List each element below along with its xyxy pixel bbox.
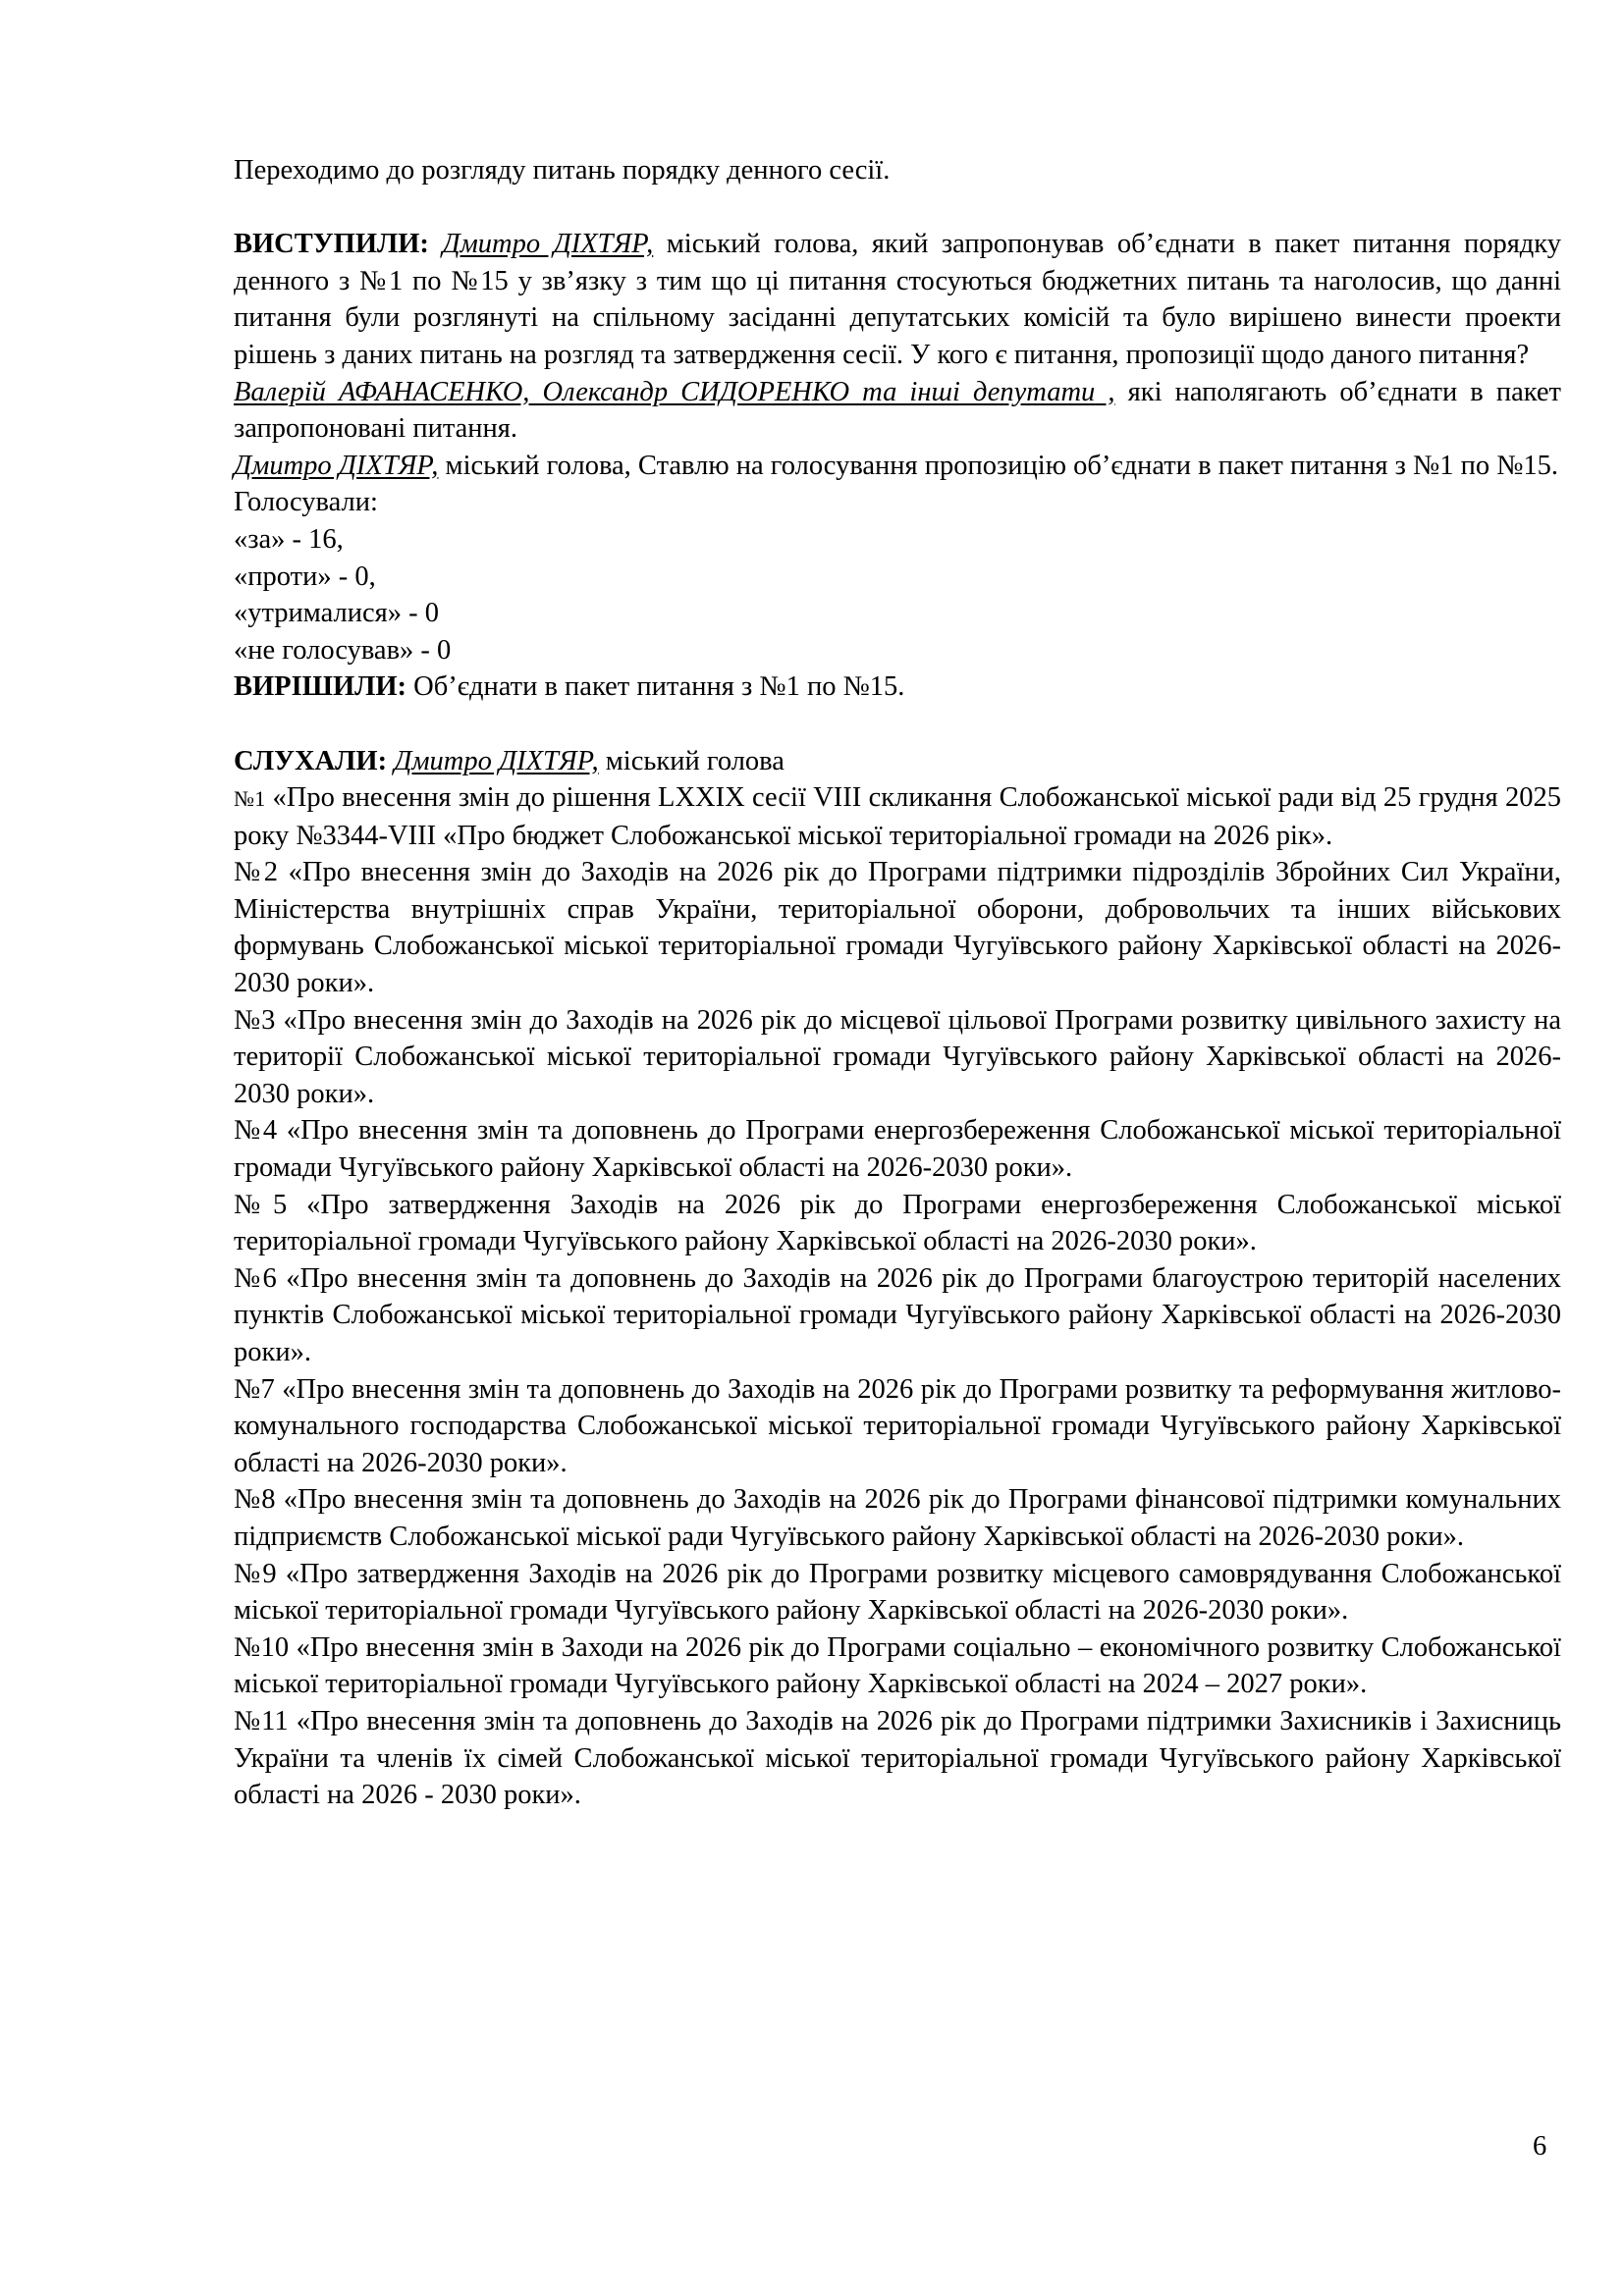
paragraph-spacer (234, 189, 1561, 227)
heard-label: СЛУХАЛИ: (234, 745, 388, 776)
decided-paragraph (234, 668, 1561, 706)
agenda-item-text: «Про затвердження Заходів на 2026 рік до Програми енергозбереження Слобожанської міської територіальної громади Чугуївського району Харківської області на 2026-2030 роки». (234, 1189, 1561, 1257)
page-number: 6 (1533, 2131, 1547, 2162)
agenda-item (234, 1187, 1561, 1260)
agenda-item-number: №6 (234, 1262, 277, 1294)
spoke-label: ВИСТУПИЛИ: (234, 229, 429, 260)
vote-result-against: «проти» - 0, (234, 561, 376, 592)
agenda-item-number: №11 (234, 1705, 289, 1736)
agenda-item-number: №7 (234, 1373, 275, 1405)
agenda-item (234, 1371, 1561, 1482)
vote-result-for: «за» - 16, (234, 523, 344, 555)
vote-result-abstained: «утрималися» - 0 (234, 598, 440, 629)
agenda-item-number: №3 (234, 1004, 276, 1036)
agenda-item (234, 1703, 1561, 1814)
mayor-vote-call-text: міський голова, Ставлю на голосування пропозицію об’єднати в пакет питання з №1 по №15. (438, 450, 1559, 481)
heard-paragraph (234, 743, 1561, 780)
heard-speaker: Дмитро ДІХТЯР, (394, 745, 599, 776)
agenda-item-number: №8 (234, 1484, 276, 1516)
agenda-item-number: №9 (234, 1558, 277, 1589)
spoke-text: міський голова, який запропонував об’єднати в пакет питання порядку денного з №1 по №15 у зв’язку з тим що ці питання стосуються бюджетних питань та наголосив, що данні питання були розглянуті на спільному засіданні депутатських комісій та було вирішено винести проекти рішень з даних питань на розгляд та затвердження сесії. У кого є питання, пропозиції щодо даного питання? (234, 229, 1562, 370)
agenda-item-text: «Про внесення змін та доповнень до Заходів на 2026 рік до Програми підтримки Захисників і Захисниць України та членів їх сімей Слобожанської міської територіальної громади Чугуївського району Харківської області на 2026 - 2030 роки». (234, 1705, 1562, 1811)
agenda-item-text: «Про внесення змін та доповнень до Заходів на 2026 рік до Програми розвитку та реформування житлово-комунального господарства Слобожанської міської територіальної громади Чугуївського району Харківської області на 2026-2030 роки». (234, 1373, 1561, 1478)
agenda-item (234, 779, 1561, 854)
agenda-item-text: «Про внесення змін та доповнень до Програми енергозбереження Слобожанської міської територіальної громади Чугуївського району Харківської області на 2026-2030 роки». (234, 1115, 1561, 1184)
mayor-vote-call-speaker: Дмитро ДІХТЯР, (234, 450, 439, 481)
agenda-item-number: №5 (234, 1189, 288, 1220)
agenda-item-text: «Про внесення змін та доповнень до Заходів на 2026 рік до Програми благоустрою територій населених пунктів Слобожанської міської територіальної громади Чугуївського району Харківської області на 2026-2030 роки». (234, 1262, 1561, 1367)
agenda-item (234, 1481, 1561, 1555)
intro-paragraph: Переходимо до розгляду питань порядку денного сесії. (234, 155, 891, 186)
agenda-item-text: «Про затвердження Заходів на 2026 рік до Програми розвитку місцевого самоврядування Слобожанської міської територіальної громади Чугуївського району Харківської області на 2026-2030 роки». (234, 1558, 1561, 1627)
agenda-item (234, 1629, 1561, 1703)
agenda-item-text: «Про внесення змін та доповнень до Заходів на 2026 рік до Програми фінансової підтримки комунальних підприємств Слобожанської міської ради Чугуївського району Харківської області на 2026-2030 роки». (234, 1484, 1561, 1552)
deputies-text: які наполягають об’єднати в пакет запропоновані питання. (234, 376, 1561, 445)
agenda-item-number: №2 (234, 857, 278, 888)
agenda-item (234, 1556, 1561, 1629)
decided-text: Об’єднати в пакет питання з №1 по №15. (406, 671, 905, 703)
agenda-item-text: «Про внесення змін до Заходів на 2026 рік до Програми підтримки підрозділів Збройних Сил України, Міністерства внутрішніх справ України, територіальної оборони, добровольчих та інших військових формувань Слобожанської міської територіальної громади Чугуївського району Харківської області на 2026-2030 роки». (234, 857, 1561, 999)
agenda-item (234, 1260, 1561, 1371)
agenda-item-text: «Про внесення змін до рішення LXXIX сесії VIII скликання Слобожанської міської ради від 25 грудня 2025 року №3344-VIII «Про бюджет Слобожанської міської територіальної громади на 2026 рік». (234, 782, 1561, 851)
agenda-item-number: №10 (234, 1631, 290, 1663)
spoke-paragraph (234, 226, 1561, 373)
mayor-vote-call-paragraph (234, 448, 1561, 485)
decided-label: ВИРІШИЛИ: (234, 671, 407, 703)
deputies-paragraph (234, 374, 1561, 448)
agenda-item-text: «Про внесення змін в Заходи на 2026 рік до Програми соціально – економічного розвитку Слобожанської міської територіальної громади Чугуївського району Харківської області на 2024 – 2027 роки». (234, 1631, 1561, 1700)
document-page (234, 152, 1561, 1814)
voting-label: Голосували: (234, 487, 378, 518)
spoke-speaker: Дмитро ДІХТЯР, (442, 229, 654, 260)
agenda-item (234, 854, 1561, 1001)
vote-result-not-voted: «не голосував» - 0 (234, 634, 452, 666)
agenda-item (234, 1002, 1561, 1113)
agenda-item (234, 1112, 1561, 1186)
heard-text: міський голова (598, 745, 785, 776)
deputies-speakers: Валерій АФАНАСЕНКО, Олександр СИДОРЕНКО та інші депутати , (234, 376, 1115, 407)
agenda-item-text: «Про внесення змін до Заходів на 2026 рік до місцевої цільової Програми розвитку цивільного захисту на території Слобожанської міської територіальної громади Чугуївського району Харківської області на 2026-2030 роки». (234, 1004, 1561, 1109)
agenda-item-number: №1 (234, 786, 266, 812)
agenda-item-number: №4 (234, 1115, 278, 1147)
paragraph-spacer (234, 706, 1561, 743)
